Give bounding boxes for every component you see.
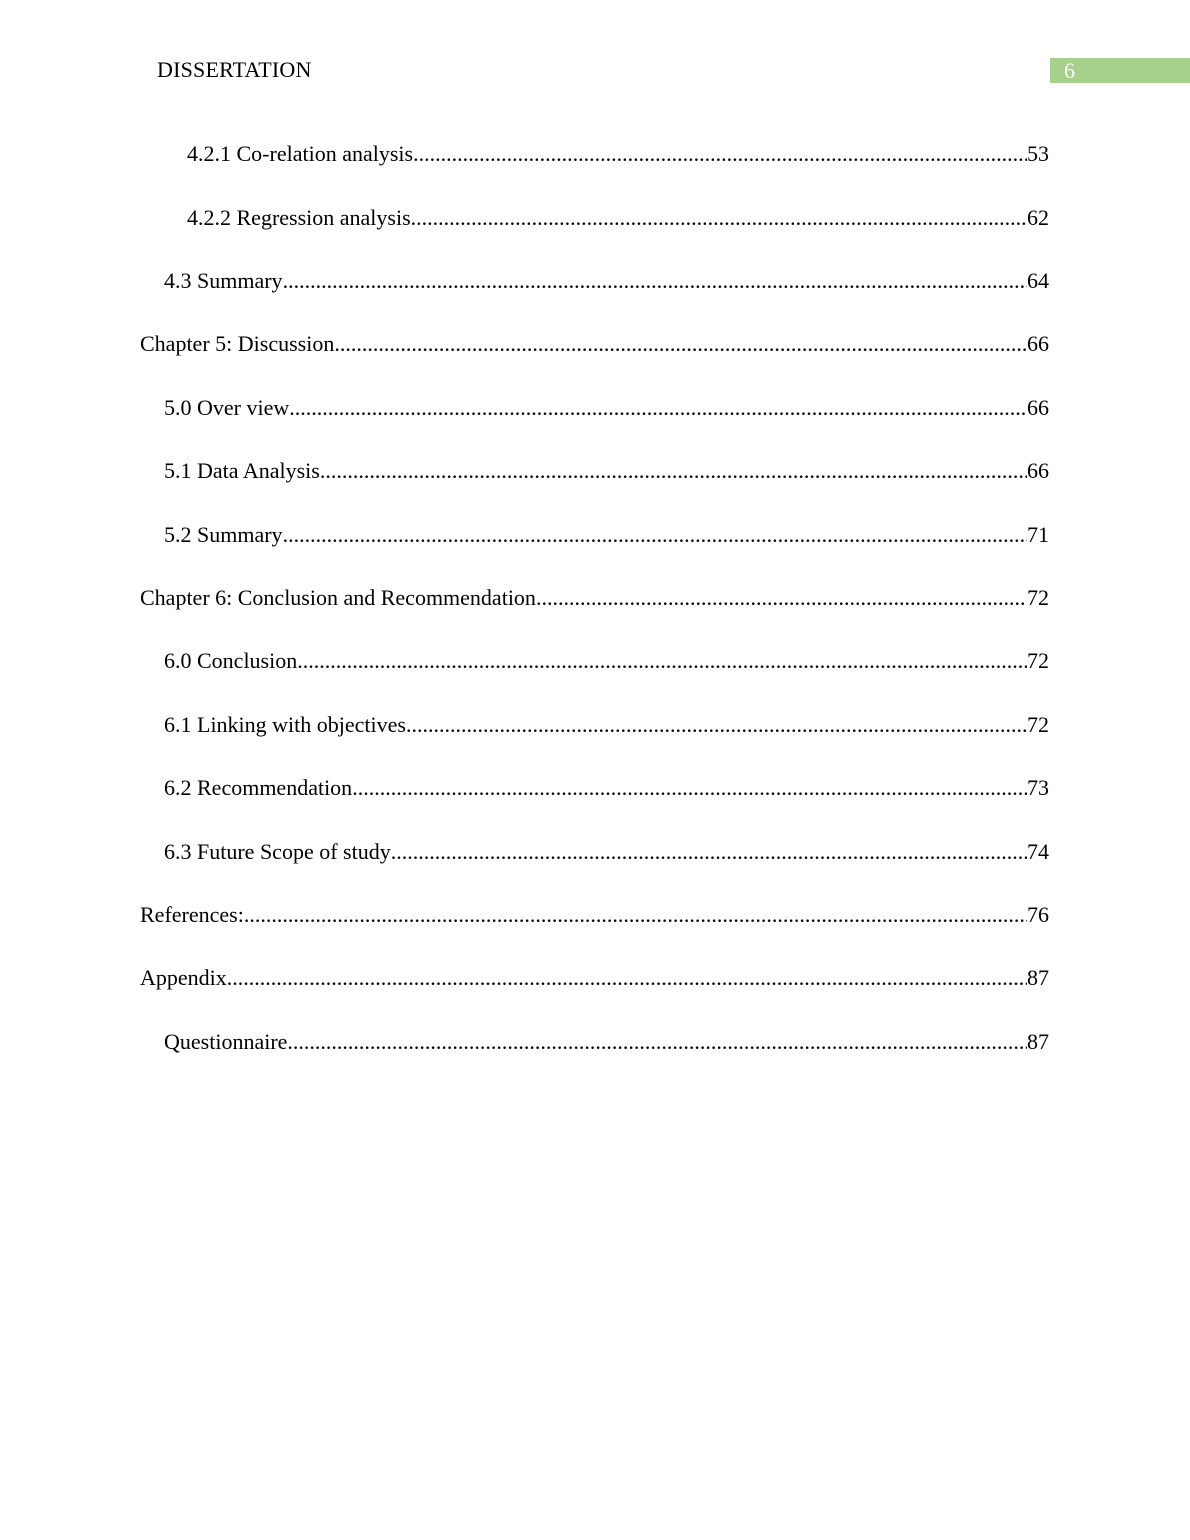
toc-dot-leader xyxy=(244,902,1027,928)
toc-entry[interactable] xyxy=(164,522,1049,548)
toc-entry-page: 72 xyxy=(1027,585,1049,610)
toc-dot-leader xyxy=(352,775,1027,801)
toc-entry-page: 66 xyxy=(1027,395,1049,420)
toc-entry-page: 62 xyxy=(1027,205,1049,230)
toc-dot-leader xyxy=(227,965,1027,991)
toc-entry-label: 6.1 Linking with objectives xyxy=(164,712,406,737)
toc-entry-page: 71 xyxy=(1027,522,1049,547)
toc-entry-page: 64 xyxy=(1027,268,1049,293)
toc-entry-label: 5.0 Over view xyxy=(164,395,290,420)
toc-dot-leader xyxy=(289,395,1027,421)
toc-entry[interactable] xyxy=(140,902,1049,928)
toc-dot-leader xyxy=(287,1029,1027,1055)
toc-entry-label: 5.1 Data Analysis xyxy=(164,458,320,483)
toc-entry[interactable] xyxy=(164,1029,1049,1055)
toc-entry-page: 66 xyxy=(1027,458,1049,483)
toc-entry[interactable] xyxy=(164,458,1049,484)
toc-entry-page: 87 xyxy=(1027,1029,1049,1054)
toc-dot-leader xyxy=(297,648,1027,674)
page-number: 6 xyxy=(1064,58,1075,83)
toc-entry-page: 72 xyxy=(1027,712,1049,737)
running-header-title: DISSERTATION xyxy=(157,57,312,82)
toc-entry-label: 4.2.1 Co-relation analysis xyxy=(187,141,414,166)
toc-dot-leader xyxy=(413,141,1027,167)
toc-dot-leader xyxy=(283,268,1027,294)
toc-dot-leader xyxy=(391,839,1027,865)
toc-entry-label: 5.2 Summary xyxy=(164,522,283,547)
toc-entry-page: 66 xyxy=(1027,331,1049,356)
toc-entry[interactable] xyxy=(187,205,1049,231)
toc-entry[interactable] xyxy=(140,331,1049,357)
toc-entry-page: 87 xyxy=(1027,965,1049,990)
toc-entry[interactable] xyxy=(187,141,1049,167)
toc-entry-label: 6.0 Conclusion xyxy=(164,648,298,673)
toc-entry[interactable] xyxy=(164,712,1049,738)
toc-dot-leader xyxy=(334,331,1027,357)
toc-dot-leader xyxy=(283,522,1027,548)
toc-entry-label: Questionnaire xyxy=(164,1029,288,1054)
toc-entry-label: Chapter 6: Conclusion and Recommendation xyxy=(140,585,536,610)
toc-entry-page: 73 xyxy=(1027,775,1049,800)
toc-entry-label: 6.3 Future Scope of study xyxy=(164,839,391,864)
toc-dot-leader xyxy=(536,585,1027,611)
toc-entry-label: 4.3 Summary xyxy=(164,268,283,293)
toc-entry-label: 4.2.2 Regression analysis xyxy=(187,205,411,230)
toc-entry[interactable] xyxy=(164,775,1049,801)
toc-entry[interactable] xyxy=(140,965,1049,991)
toc-dot-leader xyxy=(411,205,1027,231)
toc-entry[interactable] xyxy=(164,395,1049,421)
toc-entry[interactable] xyxy=(164,268,1049,294)
toc-dot-leader xyxy=(320,458,1027,484)
toc-entry[interactable] xyxy=(164,839,1049,865)
toc-entry[interactable] xyxy=(164,648,1049,674)
toc-entry-label: Appendix xyxy=(140,965,227,990)
toc-entry-page: 72 xyxy=(1027,648,1049,673)
toc-entry-page: 76 xyxy=(1027,902,1049,927)
toc-dot-leader xyxy=(406,712,1027,738)
page-number-badge xyxy=(1050,58,1190,83)
toc-entry-label: References: xyxy=(140,902,244,927)
toc-entry-page: 53 xyxy=(1027,141,1049,166)
toc-entry[interactable] xyxy=(140,585,1049,611)
toc-entry-label: 6.2 Recommendation xyxy=(164,775,353,800)
toc-entry-label: Chapter 5: Discussion xyxy=(140,331,335,356)
toc-entry-page: 74 xyxy=(1027,839,1049,864)
